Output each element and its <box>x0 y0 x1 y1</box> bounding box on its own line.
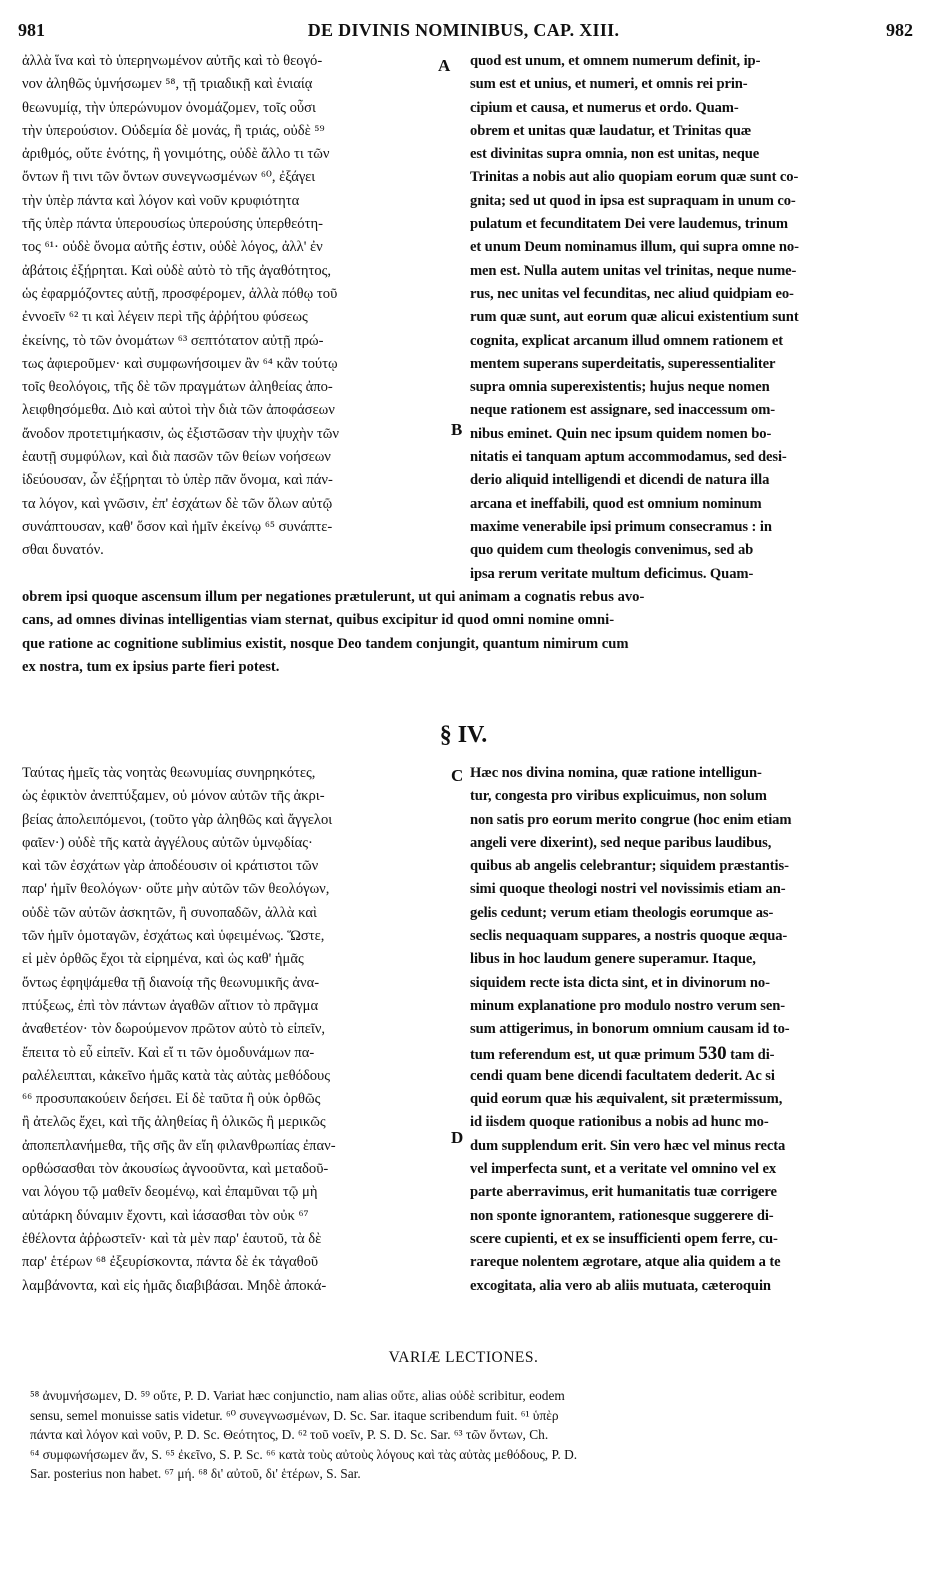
latin-line: parte aberravimus, erit humanitatis tuæ corrigere <box>470 1184 777 1201</box>
footnote-line: ⁶⁴ συμφωνήσωμεν ἄν, S. ⁶⁵ ἐκεῖνο, S. P. Sc. ⁶⁶ κατὰ τοὺς αὐτοὺς λόγους καὶ τὰς αὐτὰς μεθόδους, P. D. <box>30 1446 578 1462</box>
greek-line: συνάπτουσαν, καθ' ὅσον καὶ ἡμῖν ἐκείνῳ ⁶⁵ συνάπτε- <box>22 518 333 535</box>
greek-line: ἀριθμός, οὔτε ἑνότης, ἢ γονιμότης, οὐδὲ ἄλλο τι τῶν <box>22 146 330 163</box>
greek-line: ἑαυτῇ συμφύλων, καὶ διὰ πασῶν τῶν θείων νοήσεων <box>22 449 331 466</box>
greek-line: ὡς ἐφαρμόζοντες αὐτῇ, προσφέρομεν, ἀλλὰ πόθῳ τοῦ <box>22 285 338 302</box>
greek-line: οὐδὲ τῶν αὐτῶν ἀσκητῶν, ἢ συνοπαδῶν, ἀλλὰ καὶ <box>22 904 317 921</box>
latin-line: obrem et unitas quæ laudatur, et Trinitas quæ <box>470 122 752 139</box>
greek-line: βείας ἀπολειπόμενοι, (τοῦτο γὰρ ἀληθῶς καὶ ἄγγελοι <box>22 811 333 828</box>
running-header <box>0 20 927 46</box>
latin-line: excogitata, alia vero ab aliis mutuata, cæteroquin <box>470 1277 771 1294</box>
latin-line: Trinitas a nobis aut alio quopiam eorum quæ sunt co- <box>470 169 799 186</box>
greek-line: ναι λόγου τῷ μαθεῖν δεομένῳ, καὶ ἐπαμῦναι τῷ μὴ <box>22 1184 318 1201</box>
latin-line: quibus ab angelis celebrantur; siquidem præstantis- <box>470 858 789 875</box>
latin-column-bottom <box>470 762 910 1298</box>
latin-line: scere cupienti, et ex se insufficienti opem ferre, cu- <box>470 1230 778 1247</box>
greek-line: ἰδεύουσαν, ὧν ἐξῄρηται τὸ ὑπὲρ πᾶν ὄνομα, καὶ πάν- <box>22 472 333 489</box>
latin-line: non satis pro eorum merito congrue (hoc enim etiam <box>470 811 792 828</box>
latin-line: nibus eminet. Quin nec ipsum quidem nomen bo- <box>470 425 772 442</box>
footnote-line: Sar. posterius non habet. ⁶⁷ μή. ⁶⁸ δι' αὐτοῦ, δι' ἑτέρων, S. Sar. <box>30 1466 361 1481</box>
latin-line: que ratione ac cognitione sublimius existit, nosque Deo tandem conjungit, quantum nimirum cum <box>22 635 629 652</box>
greek-line: νον ἀληθῶς ὑμνήσωμεν ⁵⁸, τῇ τριαδικῇ καὶ ἑνιαίᾳ <box>22 76 313 93</box>
margin-letter-d: D <box>451 1128 464 1147</box>
latin-line: cans, ad omnes divinas intelligentias viam sternat, quibus excipitur id quod omni nomine omni- <box>22 612 615 629</box>
footnote-line: sensu, semel monuisse satis videtur. ⁶⁰ συνεγνωσμένων, D. Sc. Sar. itaque scribendum fuit. ⁶¹ ὑπὲρ <box>30 1407 559 1423</box>
greek-line: αὐτάρκη δύναμιν ἔχοντι, καὶ ἰάσασθαι τὸν οὐκ ⁶⁷ <box>22 1207 309 1224</box>
footnotes <box>30 1386 910 1484</box>
greek-line: ὄντων ἢ τινι τῶν ὄντων συνεγνωσμένων ⁶⁰, ἐξάγει <box>22 169 316 186</box>
greek-line: Ταύτας ἡμεῖς τὰς νοητὰς θεωνυμίας συνηρηκότες, <box>22 765 316 781</box>
greek-line: ἀναθετέον· τὸν δωρούμενον πρῶτον αὐτὸ τὸ εἰπεῖν, <box>22 1021 326 1038</box>
latin-line: rus, nec unitas vel fecunditas, nec aliud quidpiam eo- <box>470 285 794 302</box>
latin-line: ipsa rerum veritate multum deficimus. Quam- <box>470 565 754 582</box>
variae-lectiones-heading: VARIÆ LECTIONES. <box>388 1349 539 1366</box>
greek-line: εἰ μὲν ὀρθῶς ἔχοι τὰ εἰρημένα, καὶ ὡς καθ' ἡμᾶς <box>22 951 304 968</box>
greek-line: καὶ τῶν ἐσχάτων γὰρ ἀποδέουσιν οἱ κράτιστοι τῶν <box>22 858 319 875</box>
footnote-line: ⁵⁸ ἀνυμνήσωμεν, D. ⁵⁹ οὔτε, P. D. Variat hæc conjunctio, nam alias οὔτε, alias οὐδὲ scribitur, eodem <box>30 1388 565 1403</box>
latin-line: libus in hoc laudum genere superamur. Itaque, <box>470 951 756 968</box>
greek-line: λειφθησόμεθα. Διὸ καὶ αὐτοὶ τὴν διὰ τῶν ἀποφάσεων <box>22 402 335 419</box>
latin-line: gnita; sed ut quod in ipsa est supraquam in unum co- <box>470 192 796 209</box>
margin-letter-a: A <box>438 56 451 75</box>
right-page-number: 982 <box>886 20 913 40</box>
latin-line: minum explanatione pro modulo nostro verum sen- <box>470 997 786 1014</box>
latin-line: sum est et unius, et numeri, et omnis rei prin- <box>470 76 748 93</box>
latin-line: est divinitas supra omnia, non est unitas, neque <box>470 146 760 163</box>
latin-line: men est. Nulla autem unitas vel trinitas, neque nume- <box>470 262 797 279</box>
greek-column-top <box>22 50 447 563</box>
greek-line: τῆς ὑπὲρ πάντα ὑπερουσίως ὑπερούσης ὑπερθεότη- <box>22 216 323 233</box>
greek-line: παρ' ἡμῖν θεολόγων· οὔτε μὴν αὐτῶν τῶν θεολόγων, <box>22 881 330 898</box>
latin-line: neque rationem est assignare, sed inaccessum om- <box>470 402 776 419</box>
greek-line: ⁶⁶ προσυπακούειν δεήσει. Εἰ δὲ ταῦτα ἢ οὐκ ὀρθῶς <box>22 1091 321 1108</box>
latin-line: gelis cedunt; verum etiam theologis eorumque as- <box>470 904 774 921</box>
latin-line: et unum Deum nominamus illum, qui supra omne no- <box>470 239 799 256</box>
latin-line: rareque nolentem ægrotare, atque alia quidem a te <box>470 1254 781 1271</box>
latin-line: dum supplendum erit. Sin vero hæc vel minus recta <box>470 1137 786 1154</box>
greek-line: πτύξεως, ἐπὶ τὸν πάντων ἀγαθῶν αἴτιον τὸ πρᾶγμα <box>22 997 319 1014</box>
greek-line: ἐθέλοντα ἀῤῥωστεῖν· καὶ τὰ μὲν παρ' ἑαυτοῦ, τὰ δὲ <box>22 1230 322 1247</box>
greek-line: ὄντως ἐφηψάμεθα τῇ διανοίᾳ τῆς θεωνυμικῆς ἀνα- <box>22 974 320 991</box>
latin-line: non sponte ignorantem, rationesque suggerere di- <box>470 1207 774 1224</box>
greek-line: ἀλλὰ ἵνα καὶ τὸ ὑπερηνωμένον αὐτῆς καὶ τὸ θεογό- <box>22 53 323 69</box>
greek-line: σθαι δυνατόν. <box>22 542 104 559</box>
latin-line: id iisdem quoque rationibus a nobis ad hunc mo- <box>470 1114 769 1131</box>
latin-line: tur, congesta pro viribus explicuimus, non solum <box>470 788 767 805</box>
greek-line: ραλέλειπται, κἀκεῖνο ἡμᾶς κατὰ τὰς αὐτὰς μεθόδους <box>22 1067 331 1084</box>
greek-line: ἔπειτα τὸ εὖ εἰπεῖν. Καὶ εἴ τι τῶν ὁμοδυνάμων πα- <box>22 1044 315 1061</box>
greek-line: τὴν ὑπερούσιον. Οὐδεμία δὲ μονάς, ἢ τριάς, οὐδὲ ⁵⁹ <box>22 122 325 139</box>
greek-column-bottom <box>22 762 447 1298</box>
latin-line: cipium et causa, et numerus et ordo. Quam- <box>470 99 739 116</box>
greek-line: τα λόγον, καὶ γνῶσιν, ἐπ' ἐσχάτων δὲ τῶν ὅλων αὐτῷ <box>22 495 333 512</box>
latin-line-with-number: tum referendum est, ut quæ primum 530 tam di- <box>470 1042 775 1064</box>
latin-line: obrem ipsi quoque ascensum illum per negationes prætulerunt, ut qui animam a cognatis rebus avo- <box>22 589 645 605</box>
margin-letter-b: B <box>451 420 463 439</box>
greek-line: ἀποπεπλανήμεθα, τῆς σῆς ἂν εἴη φιλανθρωπίας ἐπαν- <box>22 1137 336 1154</box>
latin-line: angeli vere dixerint), sed neque paribus laudibus, <box>470 834 772 851</box>
running-title: DE DIVINIS NOMINIBUS, CAP. XIII. <box>307 20 620 40</box>
latin-line: cognita, explicat arcanum illud omnem rationem et <box>470 332 784 349</box>
latin-line: vel imperfecta sunt, et a veritate vel omnino vel ex <box>470 1161 777 1178</box>
latin-line: derio aliquid intelligendi et dicendi de natura illa <box>470 472 770 489</box>
greek-line: ορθώσασθαι τὸν ἀκουσίως ἀγνοοῦντα, καὶ μεταδοῦ- <box>22 1161 329 1178</box>
column-number: 530 <box>698 1042 727 1064</box>
greek-line: ἐννοεῖν ⁶² τι καὶ λέγειν περὶ τῆς ἀῤῥήτου φύσεως <box>22 309 308 326</box>
greek-line: τῶν ἡμῖν ὁμοταγῶν, ἐσχάτως καὶ ὑφειμένως. Ὥστε, <box>22 928 325 945</box>
latin-line: arcana et ineffabili, quod est omnium nominum <box>470 495 762 512</box>
greek-line: τὴν ὑπὲρ πάντα καὶ λόγον καὶ νοῦν κρυφιότητα <box>22 192 300 209</box>
greek-line: λαμβάνοντα, καὶ εἰς ἡμᾶς διαβιβάσαι. Μηδὲ ἀποκά- <box>22 1277 327 1294</box>
latin-full-width-paragraph <box>22 586 912 679</box>
section-heading: § IV. <box>439 722 488 748</box>
latin-line: maxime venerabile ipsi primum consecramus : in <box>470 518 772 535</box>
latin-line: Hæc nos divina nomina, quæ ratione intelligun- <box>470 765 762 781</box>
latin-line: quod est unum, et omnem numerum definit, ip- <box>470 53 761 69</box>
greek-line: φαῖεν·) οὐδὲ τῆς κατὰ ἀγγέλους αὐτῶν ὑμνῳδίας· <box>22 834 313 851</box>
left-page-number: 981 <box>18 20 45 40</box>
latin-line: pulatum et fecunditatem Dei vere laudemus, trinum <box>470 216 788 233</box>
greek-line: τοῖς θεολόγοις, τῆς δὲ τῶν πραγμάτων ἀληθείας ἀπο- <box>22 379 333 396</box>
greek-line: ἐκείνης, τὸ τῶν ὀνομάτων ⁶³ σεπτότατον αὐτῇ πρώ- <box>22 332 324 349</box>
greek-line: παρ' ἑτέρων ⁶⁸ ἐξευρίσκοντα, πάντα δὲ ἐκ τἀγαθοῦ <box>22 1254 319 1271</box>
greek-line: τως ἀφιεροῦμεν· καὶ συμφωνήσοιμεν ἂν ⁶⁴ κἂν τούτῳ <box>22 355 338 372</box>
latin-column-top <box>470 50 910 586</box>
latin-line: nitatis ei tanquam aptum accommodamus, sed desi- <box>470 449 787 466</box>
margin-letter-c: C <box>451 766 464 785</box>
greek-line: ἄνοδον προτετιμήκασιν, ὡς ἐξιστῶσαν τὴν ψυχὴν τῶν <box>22 425 339 442</box>
latin-line: ex nostra, tum ex ipsius parte fieri potest. <box>22 658 280 675</box>
greek-line: ἢ ἀτελῶς ἔχει, καὶ τῆς ἀληθείας ἢ ὁλικῶς ἢ μερικῶς <box>22 1114 326 1131</box>
latin-line: cendi quam bene dicendi facultatem dederit. Ac si <box>470 1067 775 1084</box>
footnote-line: πάντα καὶ λόγον καὶ νοῦν, P. D. Sc. Θεότητος, D. ⁶² τοῦ νοεῖν, P. S. D. Sc. Sar. ⁶³ τῶν ὄντων, Ch. <box>30 1427 549 1442</box>
latin-line: mentem superans superdeitatis, superessentialiter <box>470 355 776 372</box>
greek-line: ὡς ἐφικτὸν ἀνεπτύξαμεν, οὐ μόνον αὐτῶν τῆς ἀκρι- <box>22 788 325 805</box>
latin-line: supra omnia superexistentis; hujus neque nomen <box>470 379 770 396</box>
latin-line: quo quidem cum theologis convenimus, sed ab <box>470 542 754 559</box>
greek-line: θεωνυμίᾳ, τὴν ὑπερώνυμον ὀνομάζομεν, τοῖς οὖσι <box>22 99 316 116</box>
greek-line: τος ⁶¹· οὐδὲ ὄνομα αὐτῆς ἐστιν, οὐδὲ λόγος, ἀλλ' ἐν <box>22 239 323 256</box>
latin-line: siquidem recte ista dicta sint, et in divinorum no- <box>470 974 770 991</box>
latin-line: seclis nequaquam suppares, a nostris quoque æqua- <box>470 928 788 945</box>
latin-line: sum attigerimus, in bonorum omnium causam id to- <box>470 1021 790 1038</box>
greek-line: ἀβάτοις ἐξῄρηται. Καὶ οὐδὲ αὐτὸ τὸ τῆς ἀγαθότητος, <box>22 262 332 279</box>
latin-line: quid eorum quæ his æquivalent, sit prætermissum, <box>470 1091 783 1108</box>
latin-line: simi quoque theologi nostri vel novissimis etiam an- <box>470 881 786 898</box>
latin-line: rum quæ sunt, aut eorum quæ alicui existentium sunt <box>470 309 799 326</box>
